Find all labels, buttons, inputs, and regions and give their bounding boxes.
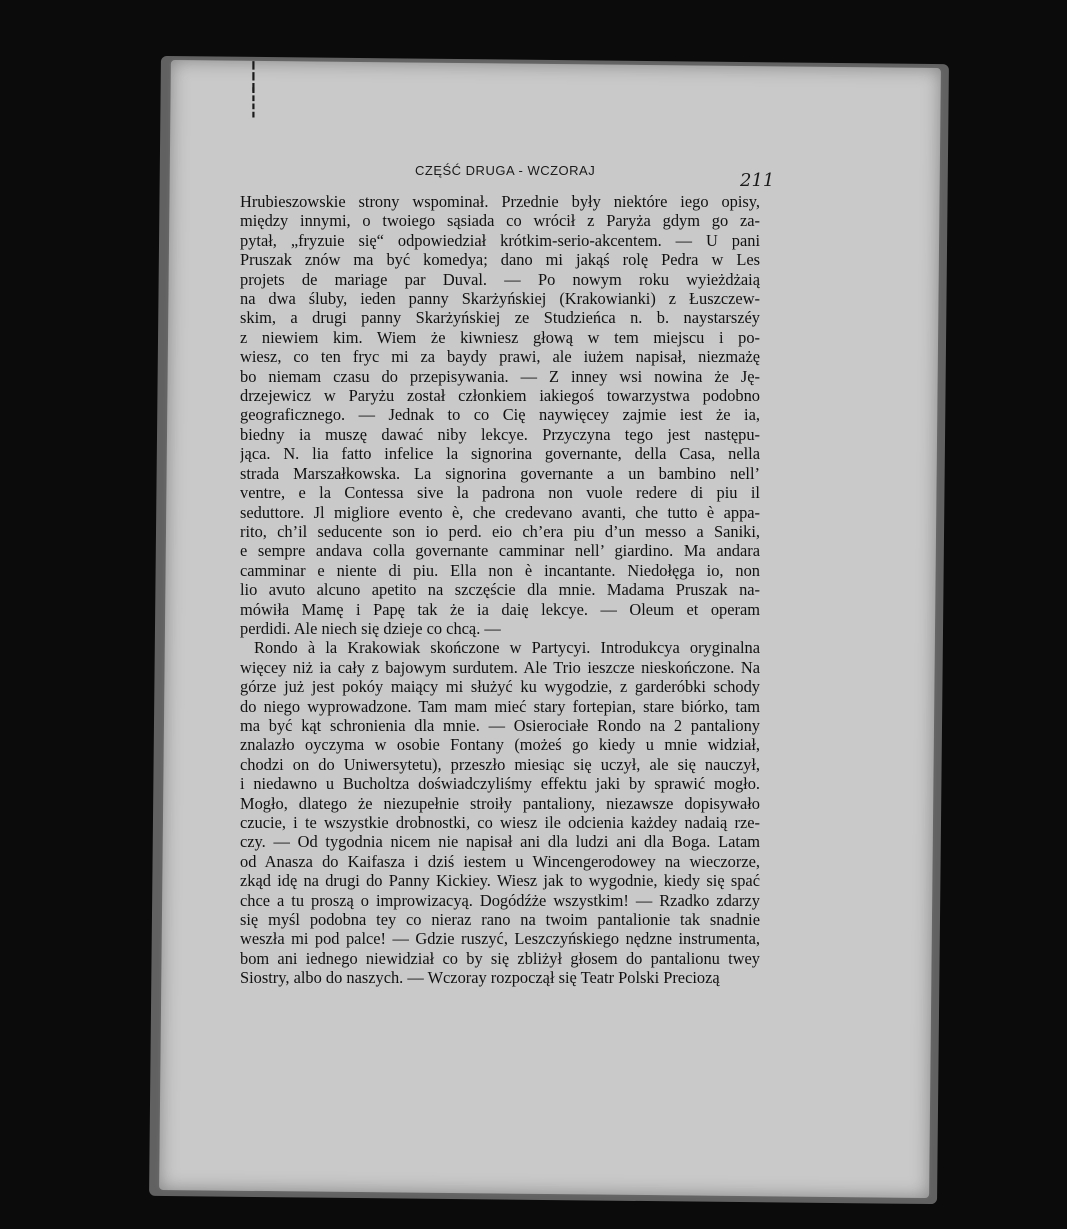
text-line: się myśl podobna tey co nieraz rano na twoim pantalionie tak snadnie — [240, 910, 760, 930]
text-line: biedny ia muszę dawać niby lekcye. Przyczyna tego jest następu- — [240, 424, 760, 444]
text-line: projets de mariage par Duval. — Po nowym roku wyieżdżaią — [240, 269, 760, 289]
text-line: drzejewicz w Paryżu został członkiem iakiegoś towarzystwa podobno — [240, 386, 760, 406]
text-line: weszła mi pod palce! — Gdzie ruszyć, Leszczyńskiego nędzne instrumenta, — [240, 929, 760, 949]
text-line: między innymi, o twoiego sąsiada co wrócił z Paryża gdym go za- — [240, 211, 760, 231]
text-line: i niedawno u Bucholtza doświadczyliśmy effektu jaki by sprawić mogło. — [240, 774, 760, 794]
text-line: czucie, i te wszystkie drobnostki, co wiesz ile odcienia każdey nadaią rze- — [240, 813, 760, 832]
text-line: Hrubieszowskie strony wspominał. Przednie były niektóre iego opisy, — [240, 192, 760, 211]
text-line: ventre, e la Contessa sive la padrona non vuole redere di piu il — [240, 483, 760, 503]
text-line: więcey niż ia cały z bajowym surdutem. Ale Trio ieszcze nieskończone. Na — [240, 657, 760, 677]
text-line: Pruszak znów ma być komedya; dano mi jakąś rolę Pedra w Les — [240, 250, 760, 270]
text-line: skim, a drugi panny Skarżyńskiej ze Studzieńca n. b. naystarszéy — [240, 308, 760, 328]
body-text — [240, 192, 760, 988]
text-line: rito, ch’il seducente son io perd. eio ch’era piu d’un messo a Saniki, — [240, 521, 760, 541]
running-head: CZĘŚĆ DRUGA - WCZORAJ — [415, 163, 596, 178]
text-line: do niego wyprowadzone. Tam mam mieć stary fortepian, stare biórko, tam — [240, 696, 760, 716]
text-line: e sempre andava colla governante camminar nell’ giardino. Ma andara — [240, 541, 760, 561]
text-line: Siostry, albo do naszych. — Wczoray rozpoczął się Teatr Polski Preciozą — [240, 968, 720, 988]
text-line: wiesz, co ten fryc mi za baydy prawi, ale iużem napisał, niezmażę — [240, 347, 760, 367]
page-number: 211 — [740, 170, 775, 191]
text-line: lio avuto alcuno apetito na szczęście dla mnie. Madama Pruszak na- — [240, 580, 760, 600]
text-line: chodzi on do Uniwersytetu), przeszło miesiąc się uczył, ale się nauczył, — [240, 754, 760, 774]
text-line: z niewiem kim. Wiem że kiwniesz głową w tem miejscu i po- — [240, 327, 760, 347]
text-line: znalazło oyczyma w osobie Fontany (możeś go kiedy u mnie widział, — [240, 735, 760, 755]
text-line: na dwa śluby, ieden panny Skarżyńskiej (Krakowianki) z Łuszczew- — [240, 289, 760, 309]
text-line: seduttore. Jl migliore evento è, che credevano avanti, che tutto è appa- — [240, 502, 760, 522]
text-line: czy. — Od tygodnia nicem nie napisał ani dla ludzi ani dla Boga. Latam — [240, 832, 760, 852]
text-line: geograficznego. — Jednak to co Cię naywięcey zajmie iest że ia, — [240, 405, 760, 425]
text-line: perdidi. Ale niech się dzieje co chcą. — — [240, 618, 501, 638]
text-line: chce a tu proszą o improwizacyą. Dogódźże wszystkim! — Rzadko zdarzy — [240, 890, 760, 910]
text-line: bom ani iednego niewidział co by się zbliżył głosem do pantalionu twey — [240, 948, 760, 968]
text-line: górze już jest pokóy maiący mi służyć ku wygodzie, z garderóbki schody — [240, 677, 760, 697]
text-line: bo niemam czasu do przepisywania. — Z inney wsi nowina że Ję- — [240, 366, 760, 386]
text-line: ma być kąt schronienia dla mnie. — Osierociałe Rondo na 2 pantaliony — [240, 715, 760, 735]
text-line: mówiła Mamę i Papę tak że ia daię lekcye. — Oleum et operam — [240, 599, 760, 619]
text-line: jąca. N. lia fatto infelice la signorina governante, della Casa, nella — [240, 444, 760, 464]
text-line: Rondo à la Krakowiak skończone w Partycyi. Introdukcya oryginalna — [254, 638, 760, 658]
text-line: od Anasza do Kaifasza i dziś iestem u Wincengerodowey na wieczorze, — [240, 851, 760, 871]
text-line: zkąd idę na drugi do Panny Kickiey. Wiesz jak to wygodnie, kiedy się spać — [240, 871, 760, 891]
binding-thread-marks: ┆ ┊ — [245, 60, 262, 119]
text-line: strada Marszałkowska. La signorina governante a un bambino nell’ — [240, 463, 760, 483]
text-line: camminar e niente di piu. Ella non è incantante. Niedołęga io, non — [240, 560, 760, 580]
text-line: Mogło, dlatego że niezupełnie stroiły pantaliony, niezawsze dopisywało — [240, 793, 760, 813]
text-line: pytał, „fryzuie się“ odpowiedział krótkim-serio-akcentem. — U pani — [240, 230, 760, 250]
